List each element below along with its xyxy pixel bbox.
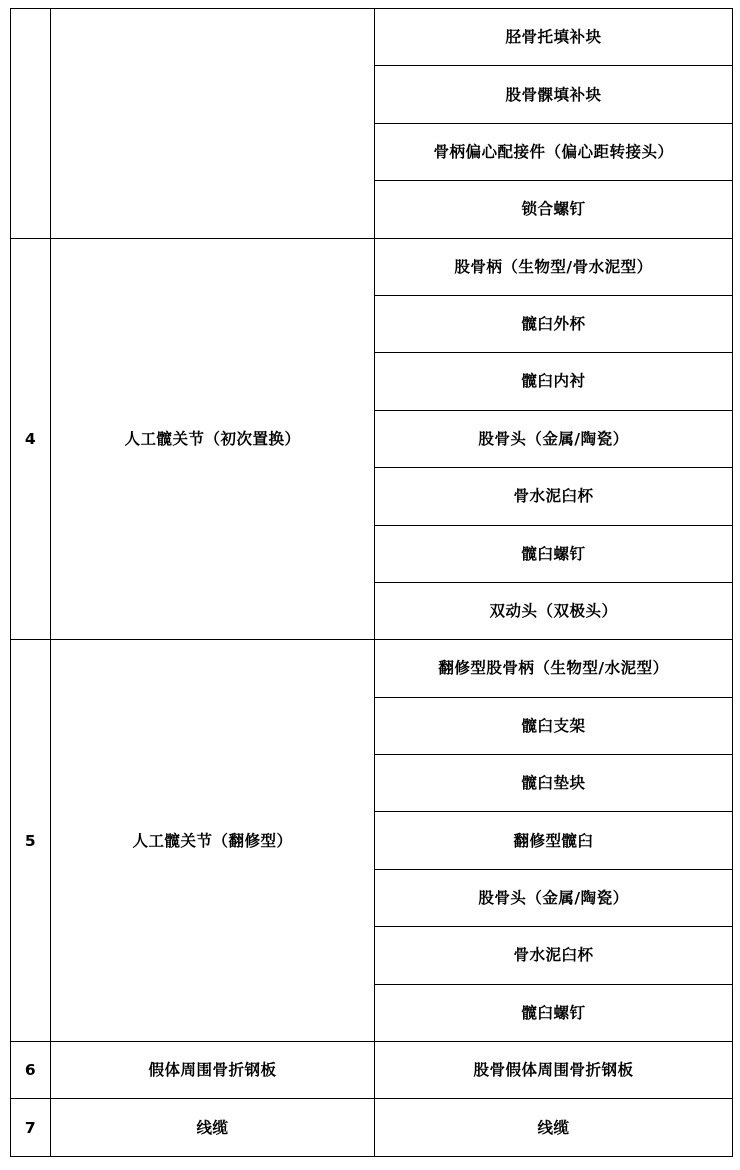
table-row (11, 640, 733, 697)
row-category-cell (51, 9, 375, 239)
row-item-cell: 翻修型股骨柄（生物型/水泥型） (375, 640, 733, 697)
row-item-cell: 骨水泥臼杯 (375, 927, 733, 984)
row-item-cell: 髋臼螺钉 (375, 525, 733, 582)
table-row (11, 1042, 733, 1099)
row-category-cell: 假体周围骨折钢板 (51, 1042, 375, 1099)
row-category-cell: 线缆 (51, 1099, 375, 1156)
row-item-cell: 骨柄偏心配接件（偏心距转接头） (375, 123, 733, 180)
row-index-cell: 4 (11, 238, 51, 640)
table-body (11, 9, 733, 1157)
row-item-cell: 股骨髁填补块 (375, 66, 733, 123)
row-item-cell: 股骨头（金属/陶瓷） (375, 869, 733, 926)
table-row (11, 9, 733, 66)
row-item-cell: 髋臼外杯 (375, 295, 733, 352)
row-category-cell: 人工髋关节（初次置换） (51, 238, 375, 640)
row-index-cell: 6 (11, 1042, 51, 1099)
row-item-cell: 髋臼支架 (375, 697, 733, 754)
row-item-cell: 股骨假体周围骨折钢板 (375, 1042, 733, 1099)
row-item-cell: 翻修型髋臼 (375, 812, 733, 869)
row-index-cell: 7 (11, 1099, 51, 1156)
table-row (11, 1099, 733, 1156)
row-item-cell: 股骨柄（生物型/骨水泥型） (375, 238, 733, 295)
row-item-cell: 髋臼内衬 (375, 353, 733, 410)
row-index-cell (11, 9, 51, 239)
row-item-cell: 双动头（双极头） (375, 582, 733, 639)
row-item-cell: 骨水泥臼杯 (375, 468, 733, 525)
component-specification-table (10, 8, 733, 1157)
row-item-cell: 股骨头（金属/陶瓷） (375, 410, 733, 467)
row-item-cell: 锁合螺钉 (375, 181, 733, 238)
row-item-cell: 线缆 (375, 1099, 733, 1156)
table-row (11, 238, 733, 295)
row-category-cell: 人工髋关节（翻修型） (51, 640, 375, 1042)
row-item-cell: 髋臼垫块 (375, 755, 733, 812)
row-item-cell: 髋臼螺钉 (375, 984, 733, 1041)
row-index-cell: 5 (11, 640, 51, 1042)
row-item-cell: 胫骨托填补块 (375, 9, 733, 66)
